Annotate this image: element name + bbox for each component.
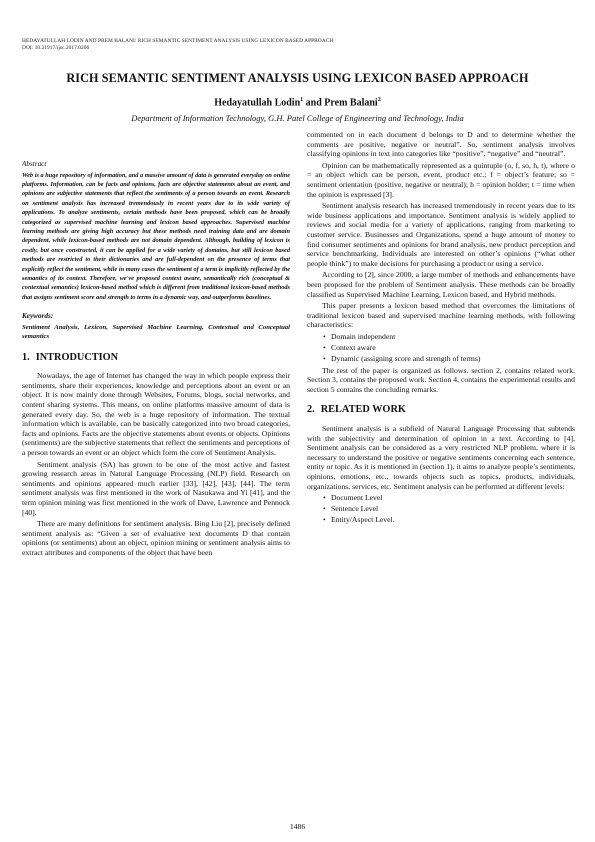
author-line bbox=[0, 97, 595, 108]
section-heading-related-work bbox=[307, 405, 575, 415]
list-item: • Document Level bbox=[331, 493, 575, 503]
paragraph: Nowadays, the age of Internet has changed the way in which people express their sentiments, share their experiences, knowledge and perceptions about an event or an object. It is now mainly done through Websites, Forums, blogs, social networks, and content sharing systems. This means, on online platforms massive amount of data is generated every day. So, the web is a huge repository of information. The textual information which is available, can be basically categorized into two broad categories, facts and opinions. Facts are the objective statements about events or objects. Opinions (sentiments) are the subjective statements that reflect the sentiments and perceptions of a person towards an event or an object which form the core of Sentiment Analysis. bbox=[22, 371, 290, 458]
section-heading-introduction bbox=[22, 353, 290, 363]
paragraph: Sentiment analysis research has increased tremendously in recent years due to its wide business applications and importance. Sentiment analysis is widely applied to reviews and social media for a variety of applications, ranging from marketing to customer service. Businesses and Organizations, spend a huge amount of money to find consumer sentiments and opinions for brand analysis, new product perception and service benchmarking. Individuals are interested on other’s opinions (“what other people think”) to make decisions for purchasing a product or using a service. bbox=[307, 201, 575, 268]
list-item: • Entity/Aspect Level. bbox=[331, 515, 575, 525]
characteristics-list bbox=[307, 332, 575, 364]
abstract-heading: Abstract bbox=[22, 160, 47, 168]
paragraph: Opinion can be mathematically represented as a quintuple (o, f, so, h, t), where o = an object which can be person, event, product etc.; f = object’s feature; so = sentiment orientation (positive, negative or neutral); h = opinion holder; t = time when the opinion is expressed [3]. bbox=[307, 160, 575, 199]
running-header bbox=[22, 38, 582, 52]
paragraph: commented on in each document d belongs to D and to determine whether the comments are positive, negative or neutral”. So, sentiment analysis involves classifying opinions in text into categories like “positive”, “negative” and “neutral”. bbox=[307, 130, 575, 159]
paragraph: Sentiment analysis (SA) has grown to be one of the most active and fastest growing research areas in Natural Language Processing (NLP) field. Research on sentiments and opinions appeared much earlier [33], [42], [43], [44]. The term sentiment analysis was first mentioned in the work of Nasukawa and Yi [41], and the term opinion mining was first mentioned in the work of Dave, Lawrence and Pennock [40]. bbox=[22, 459, 290, 517]
paragraph: This paper presents a lexicon based method that overcomes the limitations of traditional lexicon based and supervised machine learning methods, with following characteristics: bbox=[307, 301, 575, 330]
author-name: Hedayatullah Lodin bbox=[214, 97, 301, 109]
section-number: 1. bbox=[22, 351, 30, 363]
paragraph: According to [2], since 2000, a large number of methods and enhancements have been proposed for the problem of Sentiment analysis. These methods can be broadly classified as Supervised Machine Learning, Lexicon based, and Hybrid methods. bbox=[307, 270, 575, 299]
paragraph: There are many definitions for sentiment analysis. Bing Liu [2], precisely defined sentiment analysis as: “Given a set of evaluative text documents D that contain opinions (or sentiments) about an object, opinion mining or sentiment analysis aims to extract attributes and components of the object that have been bbox=[22, 519, 290, 557]
keywords-heading: Keywords: bbox=[22, 312, 54, 321]
author-conjunction: and bbox=[303, 97, 325, 109]
running-header-title: HEDAYATULLAH LODIN AND PREM BALANI: RICH SEMANTIC SENTIMENT ANALYSIS USING LEXICON BASED APPROACH bbox=[22, 38, 334, 44]
section-number: 2. bbox=[307, 404, 315, 416]
page-number: 1486 bbox=[289, 822, 306, 831]
section-title: INTRODUCTION bbox=[35, 351, 119, 363]
list-item: • Dynamic (assigning score and strength of terms) bbox=[331, 354, 575, 364]
author-affiliation-mark: 2 bbox=[377, 97, 381, 103]
abstract-body: Web is a huge repository of information, and a massive amount of data is generated everyday on online platforms. Information, can be facts and opinions, facts are objective statements about an event, and opinions are subjective statements that reflect the sentiments of a person towards an event. Research on sentiment analysis has increased tremendously in recent years due to its wide variety of applications. To analyze sentiments, certain methods have been proposed, which can be broadly categorized as supervised machine learning and lexicon based approaches. Supervised machine learning methods are giving high accuracy but these methods need training data and are domain dependent, while lexicon-based methods are not domain dependent. Although, building of lexicon is costly, but once constructed, it can be applied for a wide variety of domains, but still lexicon based methods are restricted to their dictionaries and are full-dependent on the presence of terms that explicitly reflect the sentiment, while in many cases the sentiment of a term is implicitly reflected by the semantics of its context. Therefore, we've proposed context aware, semantically rich (conceptual & contextual semantics) lexicon-based method which is different from traditional lexicon-based methods that assigns sentiment score and strength to terms in a dynamic way, and outperforms baselines. bbox=[22, 171, 290, 301]
affiliation: Department of Information Technology, G.H. Patel College of Engineering and Technology, India bbox=[131, 113, 464, 123]
left-column bbox=[22, 160, 290, 560]
author-name: Prem Balani bbox=[324, 97, 378, 109]
levels-list bbox=[307, 493, 575, 525]
paper-title: RICH SEMANTIC SENTIMENT ANALYSIS USING LEXICON BASED APPROACH bbox=[66, 71, 529, 85]
keywords-body: Sentiment Analysis, Lexicon, Supervised Machine Learning, Contextual and Conceptual semantics bbox=[22, 323, 290, 341]
list-item: • Context aware bbox=[331, 343, 575, 353]
list-item: • Sentence Level bbox=[331, 504, 575, 514]
right-column bbox=[307, 130, 575, 527]
paragraph: Sentiment analysis is a subfield of Natural Language Processing that subtends with the subjectivity and determination of opinion in a text. According to [4], Sentiment analysis can be considered as a very restricted NLP problem, where it is necessary to understand the positive or negative sentiments concerning each sentence, entity or topic. As it is mentioned in (section 1), it aims to analyze people’s sentiments, opinions, emotions, etc., towards objects such as topics, products, individuals, organizations, services, etc. Sentiment analysis can be performed at different levels: bbox=[307, 424, 575, 491]
list-item: • Domain independent bbox=[331, 332, 575, 342]
author-affiliation-mark: 1 bbox=[300, 97, 304, 103]
running-header-doi: DOI: 10.21917/ijsc.2017.0206 bbox=[22, 45, 90, 51]
paragraph: The rest of the paper is organized as follows. section 2, contains related work. Section 3, contains the proposed work. Section 4, contains the experimental results and section 5 contains the concluding remarks. bbox=[307, 365, 575, 394]
section-title: RELATED WORK bbox=[320, 404, 406, 416]
